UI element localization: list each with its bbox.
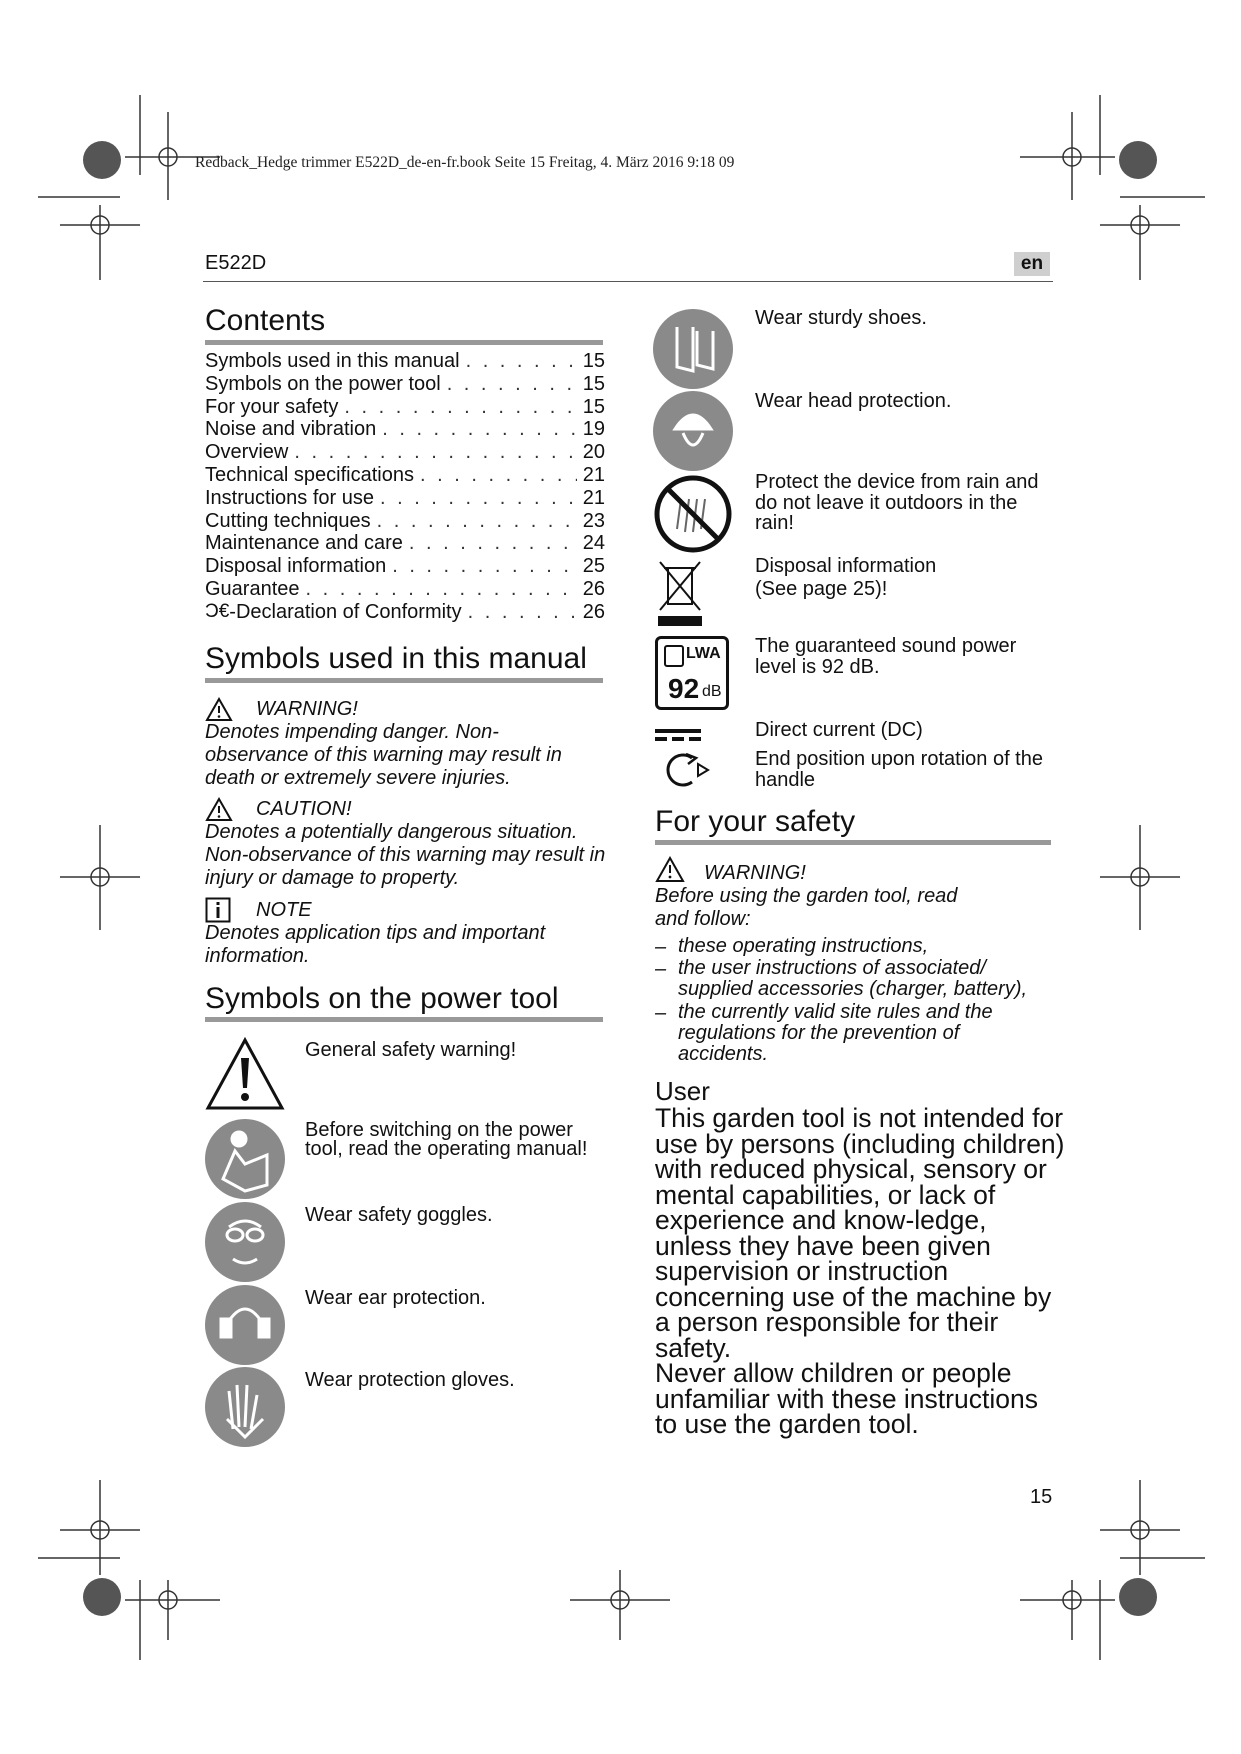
- header-model: E522D: [205, 252, 267, 274]
- safety-bullet-dash: –: [655, 1002, 667, 1024]
- toc-leader-dots: [382, 418, 577, 441]
- toc-item: [205, 578, 605, 601]
- toc-item-page: 24: [582, 532, 605, 555]
- toc-item-page: 26: [582, 600, 605, 623]
- toc-item: [205, 555, 605, 578]
- disposal-bin-icon: [656, 558, 704, 628]
- toc-leader-dots: [380, 487, 577, 510]
- toc-item-label: Instructions for use: [205, 486, 374, 509]
- toc-item: [205, 464, 605, 487]
- safety-intro: Before using the garden tool, read and follow:: [655, 885, 958, 930]
- toc-item-label: Symbols used in this manual: [205, 350, 460, 372]
- symbol-text-read-manual: Before switching on the power tool, read the operating manual!: [305, 1119, 588, 1160]
- general-warning-icon: [205, 1036, 285, 1112]
- toc-item: [205, 441, 605, 464]
- no-rain-icon: [653, 474, 733, 554]
- toc-item-label: Cutting techniques: [205, 509, 371, 532]
- toc-leader-dots: [306, 578, 577, 601]
- symbol-text-general-warning: General safety warning!: [305, 1039, 517, 1061]
- contents-title: Contents: [205, 304, 326, 337]
- toc-item-page: 15: [582, 372, 605, 395]
- print-line: Redback_Hedge trimmer E522D_de-en-fr.book Seite 15 Freitag, 4. März 2016 9:18 09: [195, 154, 735, 171]
- user-heading: User: [655, 1076, 710, 1106]
- toc-item-label: Overview: [205, 441, 289, 464]
- right-icon-glyphs: [653, 309, 733, 471]
- toc-item: [205, 418, 605, 441]
- warning-triangle-icon: [205, 697, 233, 722]
- warning-label: WARNING!: [256, 698, 358, 720]
- symbol-text-goggles: Wear safety goggles.: [305, 1204, 493, 1226]
- sound-badge-value: 92: [668, 673, 700, 704]
- safety-bullet-dash: –: [655, 958, 667, 980]
- toc-leader-dots: [466, 350, 577, 373]
- symbol-text-dc: Direct current (DC): [755, 719, 923, 741]
- sound-badge-top: LWA: [686, 645, 721, 662]
- toc-item: [205, 350, 605, 373]
- toc-item-label: -Declaration of Conformity: [229, 600, 462, 623]
- symbol-text-ear: Wear ear protection.: [305, 1287, 486, 1309]
- caution-label: CAUTION!: [256, 798, 352, 820]
- warning-text: Denotes impending danger. Non-observance of this warning may result in death or extremely severe injuries.: [205, 721, 562, 789]
- toc-item-page: 25: [582, 555, 605, 578]
- symbol-text-gloves: Wear protection gloves.: [305, 1369, 515, 1391]
- toc-item-page: 15: [582, 350, 605, 372]
- note-label: NOTE: [256, 899, 312, 921]
- toc-item: [205, 510, 605, 533]
- language-badge: en: [1014, 252, 1050, 276]
- symbol-text-sound: The guaranteed sound power level is 92 dB.: [755, 635, 1017, 678]
- symbol-text-shoes: Wear sturdy shoes.: [755, 307, 927, 329]
- ce-mark-icon: Ɔ€: [205, 600, 230, 622]
- toc-item-page: 23: [582, 509, 605, 532]
- toc-item-label: Symbols on the power tool: [205, 372, 441, 395]
- toc-leader-dots: [409, 532, 577, 555]
- toc-item-page: 21: [582, 486, 605, 509]
- toc-leader-dots: [468, 601, 577, 624]
- toc-leader-dots: [294, 441, 576, 464]
- toc-item: [205, 601, 605, 624]
- note-text: Denotes application tips and important information.: [205, 922, 546, 967]
- symbol-text-rain: Protect the device from rain and do not leave it outdoors in the rain!: [755, 471, 1039, 534]
- safety-warning-label: WARNING!: [704, 862, 806, 884]
- toc-leader-dots: [392, 555, 577, 578]
- toc-item: [205, 532, 605, 555]
- toc-item-page: 21: [582, 464, 605, 486]
- toc-item-label: Technical specifications: [205, 464, 414, 486]
- symbols-manual-title: Symbols used in this manual: [205, 642, 587, 675]
- toc-leader-dots: [447, 373, 577, 396]
- sound-badge-unit: dB: [702, 683, 722, 700]
- toc-item-page: 15: [582, 395, 605, 418]
- safety-warning-icon: [655, 856, 685, 883]
- toc-item-page: 19: [582, 418, 605, 441]
- toc-item-label: Disposal information: [205, 555, 387, 578]
- header-rule: [203, 281, 1053, 282]
- symbol-text-disposal: Disposal information (See page 25)!: [755, 555, 937, 600]
- symbols-manual-rule: [205, 678, 603, 683]
- safety-bullet-dash: –: [655, 936, 667, 958]
- user-text-1: This garden tool is not intended for use by persons (including children) with reduced physical, sensory or mental capabilities, or lack of experience and know-ledge, unless they have been given supervision or instruction concerning use of the machine by a person responsible for their safety.: [655, 1103, 1065, 1363]
- rotation-icon: [656, 750, 714, 790]
- toc-item-label: Guarantee: [205, 578, 300, 600]
- safety-bullet-3: the currently valid site rules and the regulations for the prevention of accidents.: [678, 1001, 993, 1065]
- toc-item: [205, 487, 605, 510]
- user-text-2: Never allow children or people unfamiliar with these instructions to use the garden tool.: [655, 1358, 1038, 1439]
- symbols-tool-rule: [205, 1017, 603, 1022]
- symbol-text-rotation: End position upon rotation of the handle: [755, 748, 1043, 791]
- icon-glyphs: [205, 1119, 285, 1449]
- toc-item: [205, 373, 605, 396]
- toc-item-page: 26: [582, 578, 605, 600]
- toc-item-label: For your safety: [205, 395, 339, 418]
- toc-leader-dots: [420, 464, 577, 487]
- toc-leader-dots: [377, 510, 577, 533]
- note-info-icon: [205, 897, 231, 923]
- safety-rule: [655, 840, 1051, 845]
- toc-leader-dots: [344, 396, 576, 419]
- sound-power-icon: [655, 636, 729, 710]
- symbols-tool-title: Symbols on the power tool: [205, 982, 559, 1015]
- page-number: 15: [1030, 1486, 1053, 1508]
- speaker-icon: [664, 645, 684, 667]
- toc-item: [205, 396, 605, 419]
- safety-bullet-1: these operating instructions,: [678, 935, 929, 957]
- caution-text: Denotes a potentially dangerous situation. Non-observance of this warning may result in injury or damage to property.: [205, 821, 606, 889]
- caution-triangle-icon: [205, 797, 233, 822]
- toc-item-page: 20: [582, 441, 605, 464]
- contents-rule: [205, 340, 603, 345]
- toc-item-label: Maintenance and care: [205, 532, 403, 555]
- symbol-text-head: Wear head protection.: [755, 390, 952, 412]
- direct-current-icon: [655, 727, 701, 743]
- safety-title: For your safety: [655, 805, 856, 838]
- toc-item-label: Noise and vibration: [205, 418, 377, 441]
- safety-bullet-2: the user instructions of associated/ supplied accessories (charger, battery),: [678, 957, 1028, 1000]
